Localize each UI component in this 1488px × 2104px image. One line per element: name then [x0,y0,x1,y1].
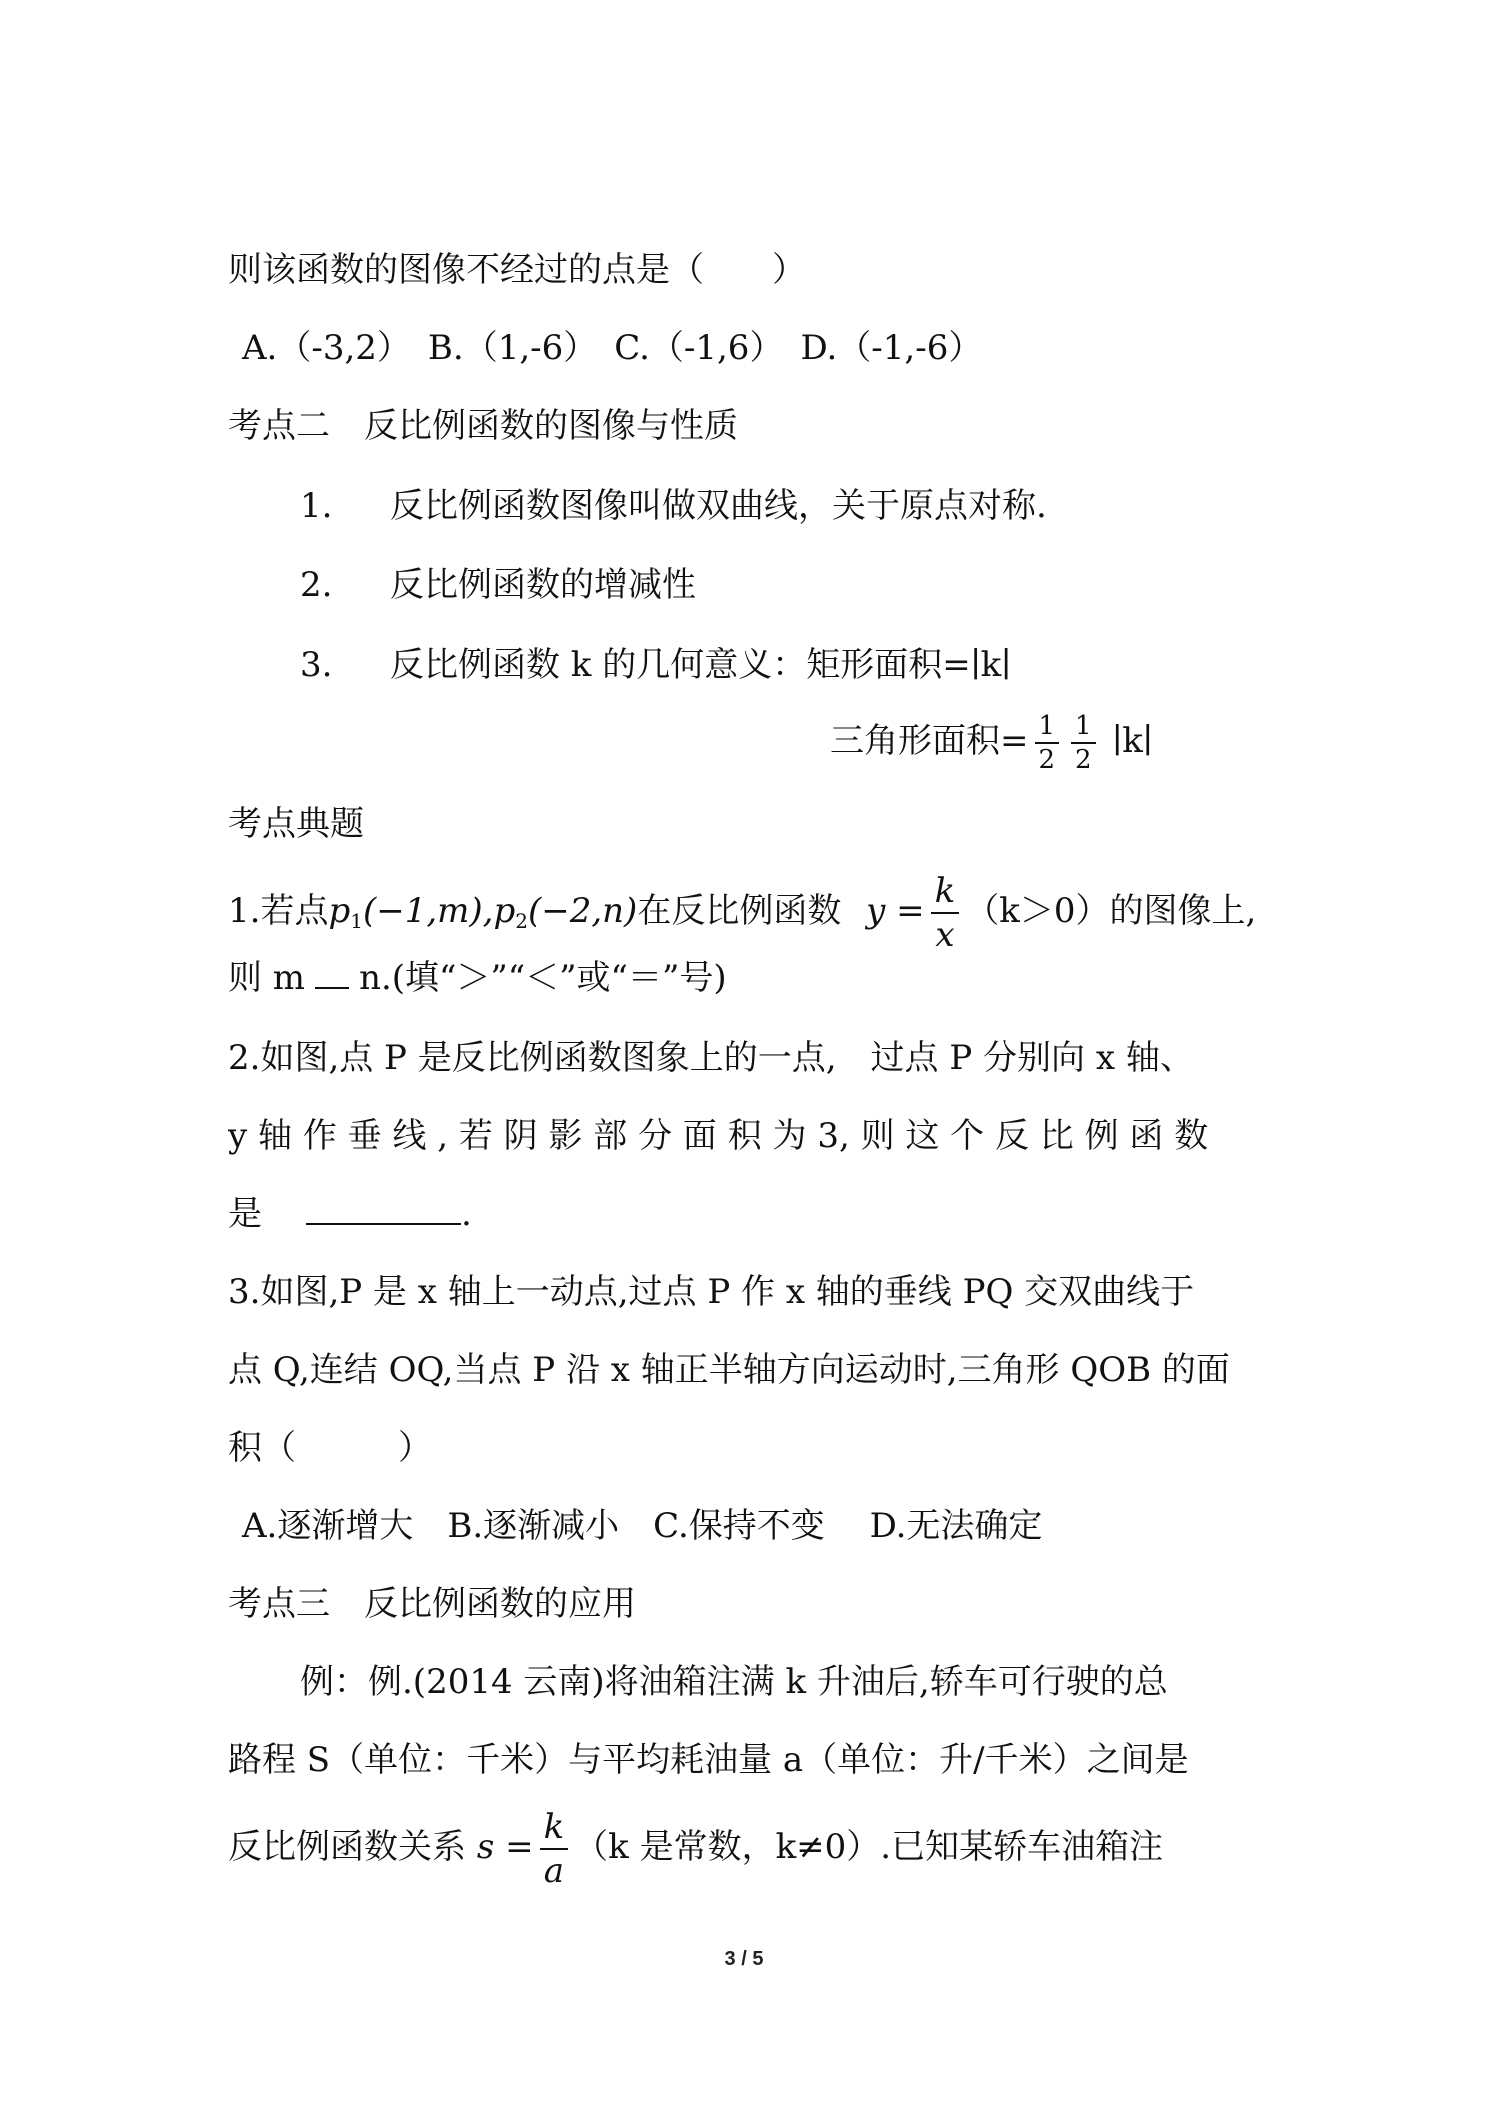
question-1-fill: 则 m n.(填“＞”“＜”或“＝”号) [228,958,727,998]
page-number: 3 / 5 [724,1948,764,1970]
question-2: y 轴 作 垂 线 , 若 阴 影 部 分 面 积 为 3, 则 这 个 反 比 例 函 数 [228,1116,1209,1156]
fraction: $\frac{k}{x}$ [931,870,960,956]
question-3: 点 Q,连结 OQ,当点 P 沿 x 轴正半轴方向运动时,三角形 QOB 的面 [228,1350,1230,1390]
fraction: $\frac{1}{2}$ [1071,710,1096,776]
section-heading-3: 考点三 反比例函数的应用 [228,1584,636,1624]
question-1: 1.若点$p_1(-1,m),p_2(-2,n)$在反比例函数 y = $\frac{k}{x}$ （k＞0）的图像上, [228,871,1257,955]
list-item: 1. 反比例函数图像叫做双曲线，关于原点对称. [300,486,1047,526]
fraction: $\frac{k}{a}$ [540,1806,569,1892]
text-line: 则该函数的图像不经过的点是（ ） [228,250,806,290]
triangle-area-formula: 三角形面积= $\frac{1}{2}$ $\frac{1}{2}$ ∣k∣ [830,711,1153,775]
fraction: $\frac{1}{2}$ [1035,710,1060,776]
question-3: 3.如图,P 是 x 轴上一动点,过点 P 作 x 轴的垂线 PQ 交双曲线于 [228,1272,1195,1312]
answer-options: A.逐渐增大 B.逐渐减小 C.保持不变 D.无法确定 [242,1506,1043,1546]
question-2: 2.如图,点 P 是反比例函数图象上的一点, 过点 P 分别向 x 轴、 [228,1038,1194,1078]
answer-options: A.（-3,2） B.（1,-6） C.（-1,6） D.（-1,-6） [242,328,983,368]
answer-blank [306,1223,461,1225]
answer-blank [315,987,349,989]
question-2: 是 . [228,1194,472,1234]
example-paragraph: 路程 S（单位：千米）与平均耗油量 a（单位：升/千米）之间是 [228,1740,1189,1780]
example-paragraph: 反比例函数关系 s = $\frac{k}{a}$ （k 是常数，k≠0）.已知某轿车油箱注 [228,1807,1164,1891]
example-paragraph: 例：例.(2014 云南)将油箱注满 k 升油后,轿车可行驶的总 [300,1662,1168,1702]
list-item: 2. 反比例函数的增减性 [300,565,696,605]
question-3: 积（ ） [228,1428,432,1468]
section-heading-typical: 考点典题 [228,804,364,844]
list-item: 3. 反比例函数 k 的几何意义：矩形面积=∣k∣ [300,645,1012,685]
section-heading-2: 考点二 反比例函数的图像与性质 [228,406,738,446]
